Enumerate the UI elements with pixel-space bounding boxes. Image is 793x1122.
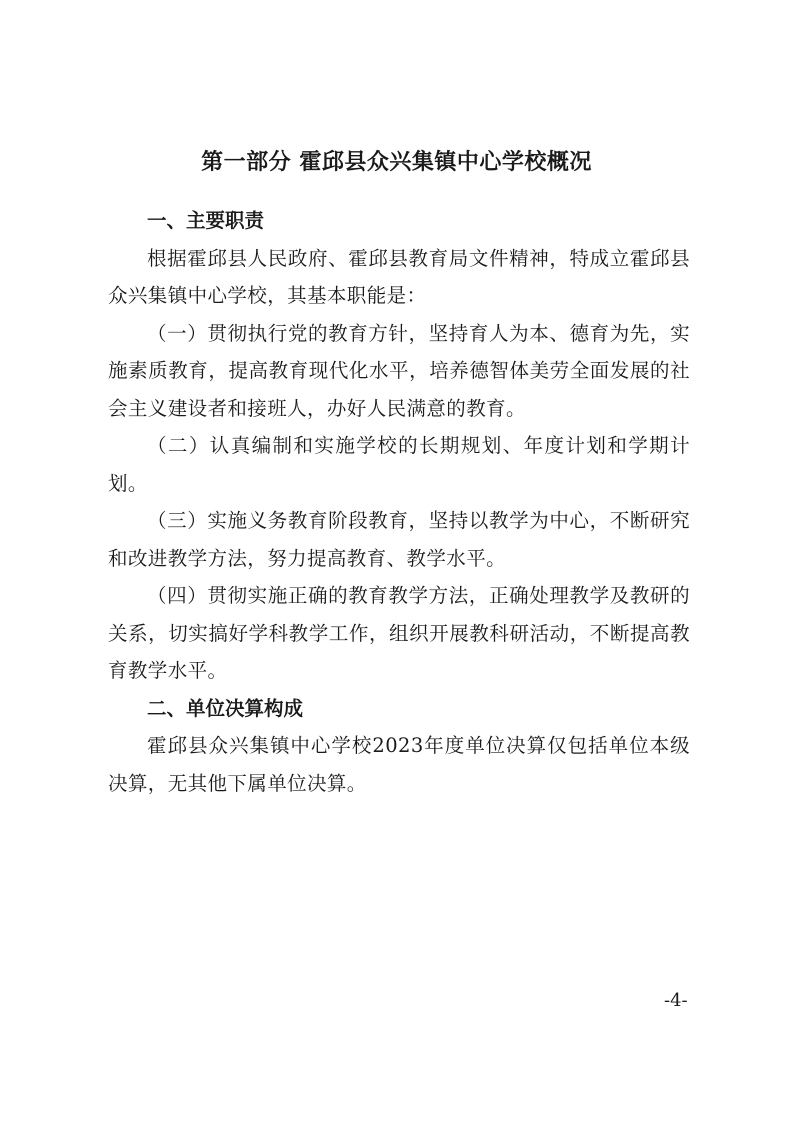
paragraph-duty-2: （二）认真编制和实施学校的长期规划、年度计划和学期计划。: [108, 434, 690, 495]
page-title: 第一部分 霍邱县众兴集镇中心学校概况: [201, 150, 592, 175]
paragraph-budget-composition: 霍邱县众兴集镇中心学校2023年度单位决算仅包括单位本级决算，无其他下属单位决算。: [108, 734, 690, 795]
paragraph-intro: 根据霍邱县人民政府、霍邱县教育局文件精神，特成立霍邱县众兴集镇中心学校，其基本职能是：: [108, 246, 690, 307]
page-number: -4-: [664, 990, 688, 1011]
section-heading-main-duties: 一、主要职责: [147, 209, 265, 232]
paragraph-duty-1: （一）贯彻执行党的教育方针，坚持育人为本、德育为先，实施素质教育，提高教育现代化水平，培养德智体美劳全面发展的社会主义建设者和接班人，办好人民满意的教育。: [108, 321, 690, 420]
paragraph-duty-3: （三）实施义务教育阶段教育，坚持以教学为中心，不断研究和改进教学方法，努力提高教育、教学水平。: [108, 509, 690, 570]
document-body: [108, 202, 690, 802]
paragraph-duty-4: （四）贯彻实施正确的教育教学方法，正确处理教学及教研的关系，切实搞好学科教学工作，组织开展教科研活动，不断提高教育教学水平。: [108, 584, 690, 682]
section-heading-budget-composition: 二、单位决算构成: [147, 696, 304, 720]
